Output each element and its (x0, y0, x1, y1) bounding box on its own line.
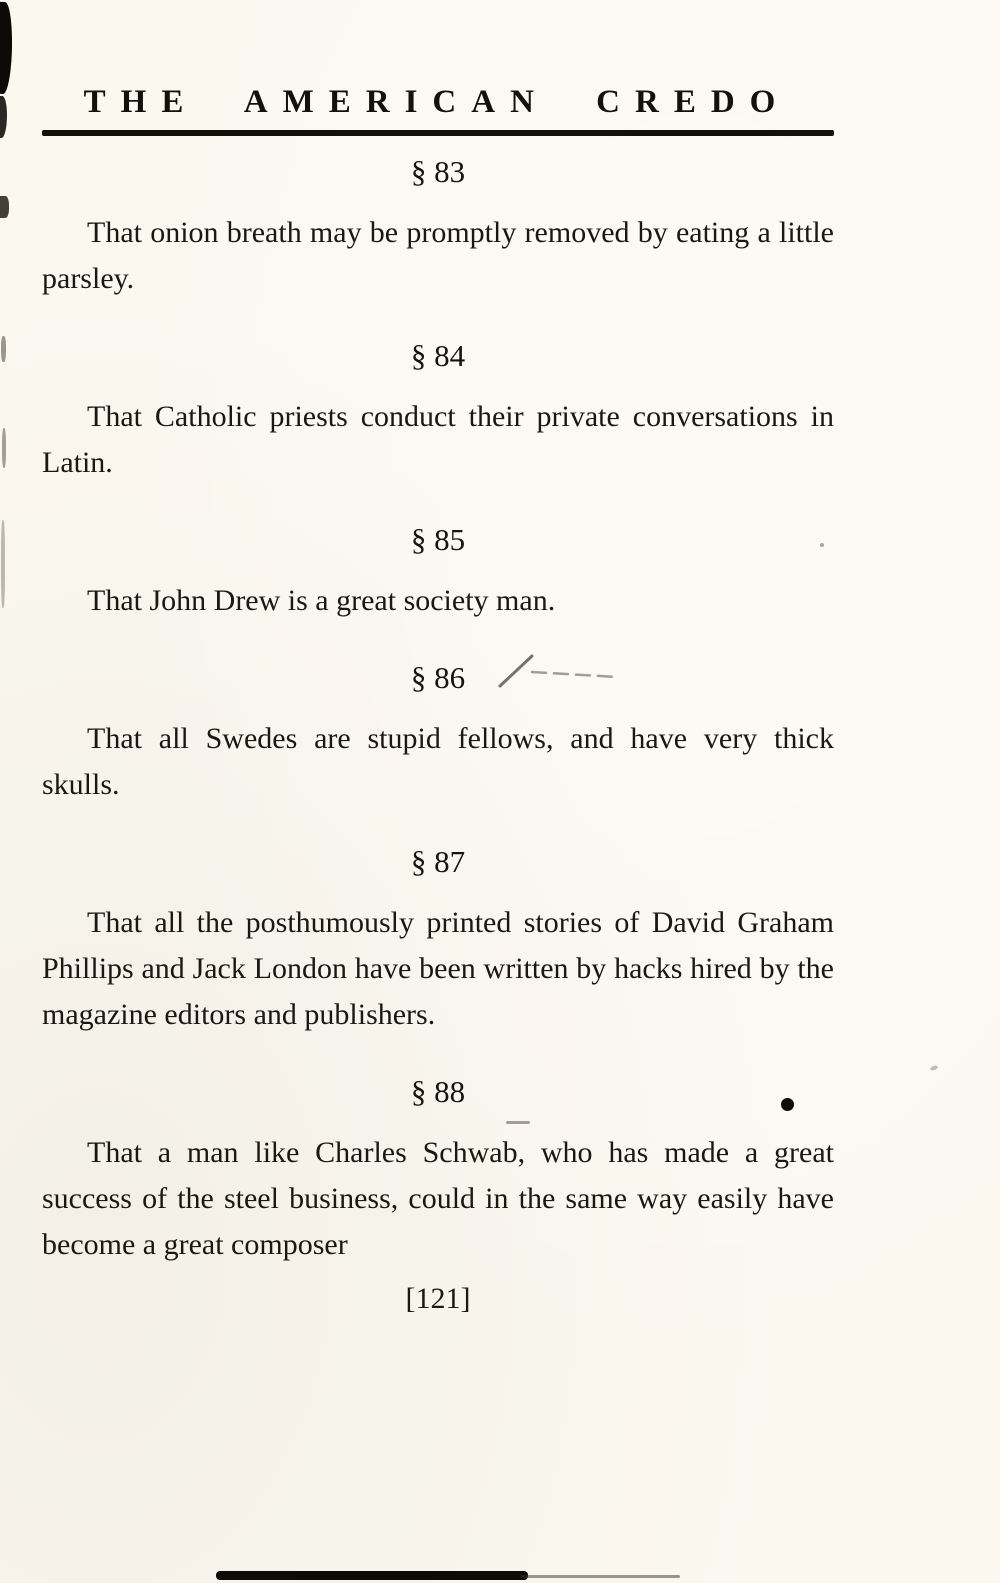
binding-blot-artifact (1, 336, 6, 362)
page-header (42, 84, 832, 121)
credo-section (42, 520, 834, 624)
section-number: § 84 (410, 338, 466, 373)
section-text: That all Swedes are stupid fellows, and have very thick skulls. (42, 722, 834, 801)
section-text: That John Drew is a great society man. (87, 584, 556, 617)
header-rule (42, 130, 834, 136)
credo-section (42, 336, 834, 486)
page-title: THE AMERICAN CREDO (83, 84, 791, 120)
section-text: That all the posthumously printed stories of David Graham Phillips and Jack London have been written by hacks hired by the magazine editors and publishers. (42, 906, 834, 1031)
binding-blot-artifact (0, 196, 9, 218)
section-text: That a man like Charles Schwab, who has made a great success of the steel business, could in the same way easily have become a great composer (42, 1136, 834, 1261)
credo-section (42, 1072, 834, 1268)
section-number: § 87 (410, 844, 466, 879)
paper-speck-artifact (930, 1065, 939, 1071)
page-number: [121] (405, 1282, 471, 1315)
binding-blot-artifact (2, 428, 6, 468)
section-number: § 83 (410, 154, 466, 189)
section-number: § 88 (410, 1074, 466, 1109)
binding-blot-artifact (1, 520, 5, 608)
section-text: That onion breath may be promptly removed by eating a little parsley. (42, 216, 834, 295)
credo-section (42, 842, 834, 1038)
section-number: § 85 (410, 522, 466, 557)
credo-section (42, 658, 834, 808)
section-number: § 86 (410, 660, 466, 695)
section-text: That Catholic priests conduct their private conversations in Latin. (42, 400, 834, 479)
scan-edge-artifact (216, 1571, 528, 1580)
credo-section (42, 152, 834, 302)
binding-blot-artifact (0, 2, 14, 95)
scan-edge-artifact (520, 1575, 680, 1578)
page-content (42, 152, 834, 1316)
binding-blot-artifact (0, 96, 7, 138)
